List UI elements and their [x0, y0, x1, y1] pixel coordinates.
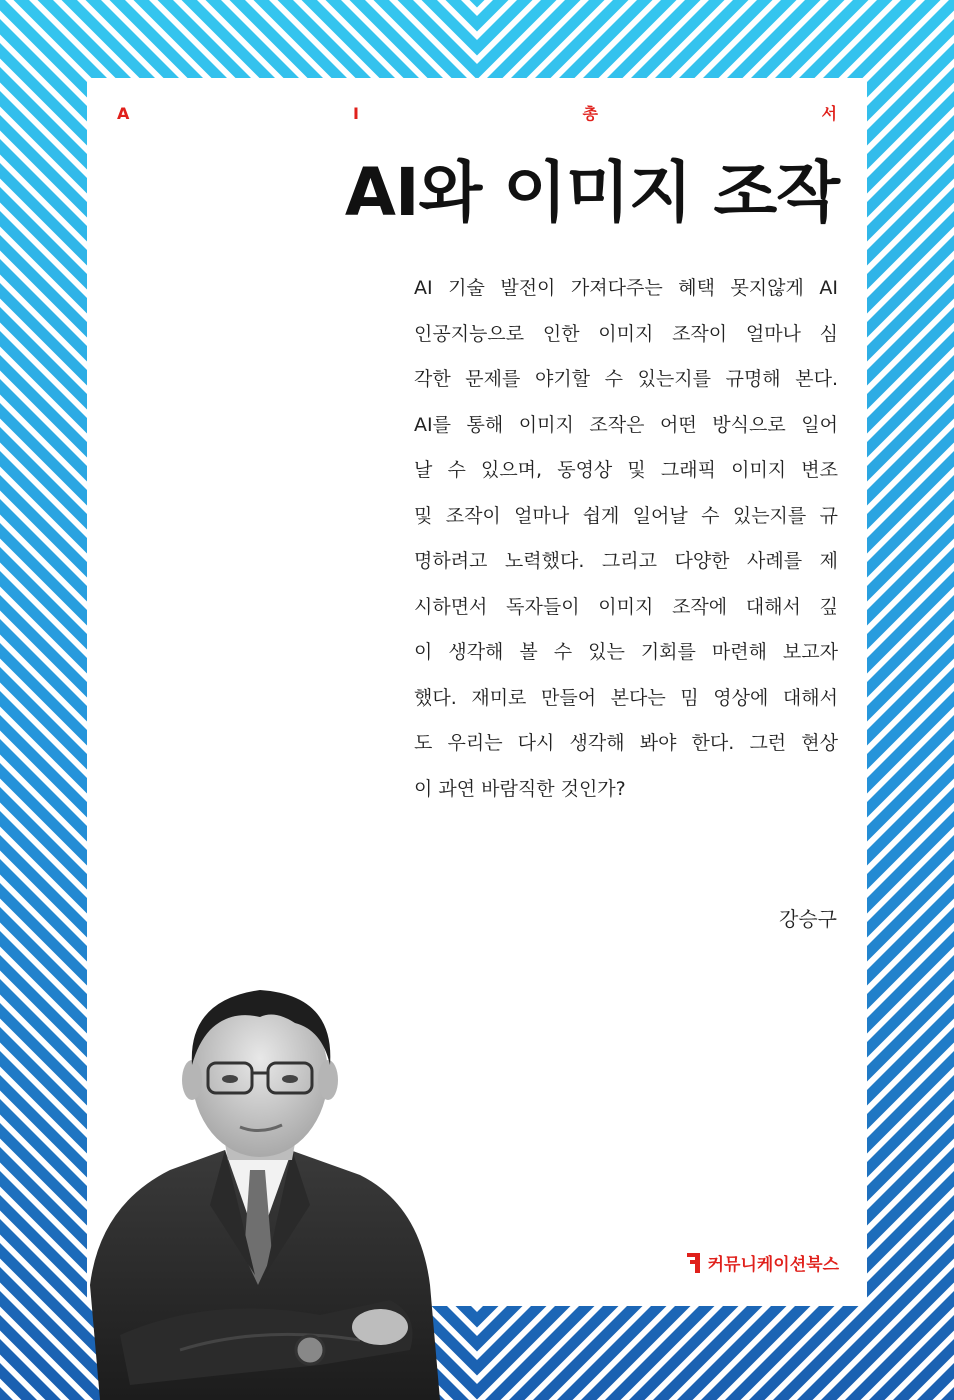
- series-letter-chong: 총: [582, 104, 598, 123]
- description-line: 이 생각해 볼 수 있는 기회를 마련해 보고자: [414, 641, 838, 663]
- author-name: 강승구: [779, 907, 837, 931]
- description-line: AI 기술 발전이 가져다주는 혜택 못지않게 AI: [414, 277, 838, 299]
- series-letter-i: I: [352, 104, 359, 123]
- publisher-name: 커뮤니케이션북스: [707, 1255, 839, 1275]
- description-line: 명하려고 노력했다. 그리고 다양한 사례를 제: [414, 550, 838, 572]
- description-text: [414, 266, 838, 812]
- series-letter-a: A: [117, 104, 130, 123]
- book-title: AI와 이미지 조작: [344, 154, 839, 231]
- description-line: 날 수 있으며, 동영상 및 그래픽 이미지 변조: [414, 459, 838, 481]
- description-line: 및 조작이 얼마나 쉽게 일어날 수 있는지를 규: [414, 504, 838, 527]
- series-letter-seo: 서: [821, 104, 837, 123]
- description-line: 했다. 재미로 만들어 본다는 밈 영상에 대해서: [414, 686, 838, 709]
- description-line: 각한 문제를 야기할 수 있는지를 규명해 본다.: [414, 368, 838, 390]
- description-line: 인공지능으로 인한 이미지 조작이 얼마나 심: [414, 322, 838, 345]
- publisher-logo-icon: [686, 1251, 702, 1275]
- description-line: 도 우리는 다시 생각해 봐야 한다. 그런 현상: [414, 732, 838, 754]
- publisher-logo: [686, 1250, 839, 1275]
- description-line: 시하면서 독자들이 이미지 조작에 대해서 깊: [414, 595, 838, 618]
- series-label: [117, 102, 837, 126]
- description-line: 이 과연 바람직한 것인가?: [414, 777, 626, 800]
- author-portrait: [60, 955, 450, 1400]
- description-line: AI를 통해 이미지 조작은 어떤 방식으로 일어: [414, 413, 838, 436]
